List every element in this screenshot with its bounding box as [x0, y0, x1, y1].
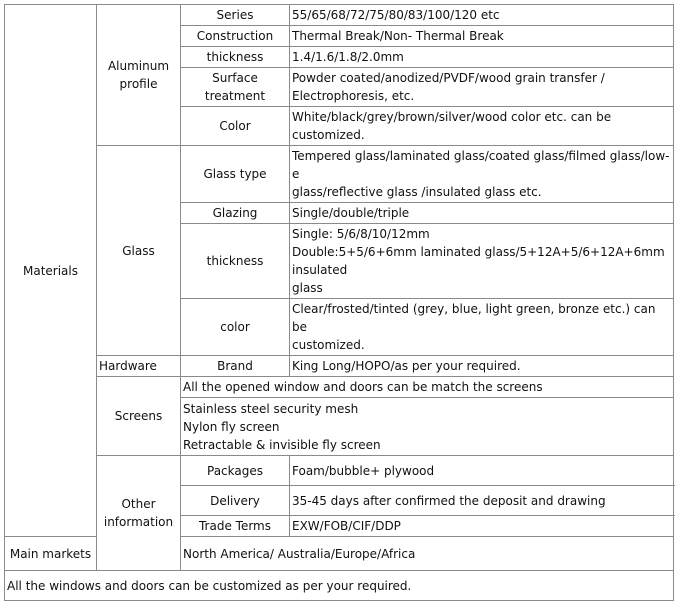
- packages-key: Packages: [181, 456, 290, 486]
- delivery-value: 35-45 days after confirmed the deposit and drawing: [290, 486, 674, 516]
- glass-thickness-value: Single: 5/6/8/10/12mm Double:5+5/6+6mm laminated glass/5+12A+5/6+12A+6mm insulated glass: [290, 224, 674, 299]
- trade-terms-key: Trade Terms: [181, 516, 290, 537]
- profile-color-key: Color: [181, 107, 290, 146]
- main-markets-key: Main markets: [5, 537, 97, 571]
- glass-label: Glass: [97, 146, 181, 356]
- brand-value: King Long/HOPO/as per your required.: [290, 356, 674, 377]
- screens-match-value: All the opened window and doors can be match the screens: [181, 377, 674, 398]
- glass-type-value: Tempered glass/laminated glass/coated glass/filmed glass/low-e glass/reflective glass /insulated glass etc.: [290, 146, 674, 203]
- series-value: 55/65/68/72/75/80/83/100/120 etc: [290, 5, 674, 26]
- table-row: [5, 571, 674, 601]
- surface-treatment-key: Surface treatment: [181, 68, 290, 107]
- table-row: [5, 356, 674, 377]
- profile-thickness-value: 1.4/1.6/1.8/2.0mm: [290, 47, 674, 68]
- main-markets-value: North America/ Australia/Europe/Africa: [181, 537, 674, 571]
- brand-key: Brand: [181, 356, 290, 377]
- profile-thickness-key: thickness: [181, 47, 290, 68]
- packages-value: Foam/bubble+ plywood: [290, 456, 674, 486]
- glass-color-key: color: [181, 299, 290, 356]
- footer-note: All the windows and doors can be customized as per your required.: [5, 571, 674, 601]
- hardware-label: Hardware: [97, 356, 181, 377]
- table-row: [5, 456, 674, 486]
- delivery-key: Delivery: [181, 486, 290, 516]
- surface-treatment-value: Powder coated/anodized/PVDF/wood grain transfer / Electrophoresis, etc.: [290, 68, 674, 107]
- materials-label: Materials: [5, 5, 97, 537]
- table-row: [5, 146, 674, 203]
- glass-color-value: Clear/frosted/tinted (grey, blue, light green, bronze etc.) can be customized.: [290, 299, 674, 356]
- table-row: [5, 377, 674, 398]
- trade-terms-value: EXW/FOB/CIF/DDP: [290, 516, 674, 537]
- glazing-value: Single/double/triple: [290, 203, 674, 224]
- construction-key: Construction: [181, 26, 290, 47]
- series-key: Series: [181, 5, 290, 26]
- construction-value: Thermal Break/Non- Thermal Break: [290, 26, 674, 47]
- glazing-key: Glazing: [181, 203, 290, 224]
- profile-color-value: White/black/grey/brown/silver/wood color etc. can be customized.: [290, 107, 674, 146]
- glass-thickness-key: thickness: [181, 224, 290, 299]
- screens-types-value: Stainless steel security mesh Nylon fly screen Retractable & invisible fly screen: [181, 398, 674, 456]
- aluminum-profile-label: Aluminum profile: [97, 5, 181, 146]
- table-row: [5, 5, 674, 26]
- glass-type-key: Glass type: [181, 146, 290, 203]
- screens-label: Screens: [97, 377, 181, 456]
- specification-table: [4, 4, 674, 601]
- other-information-label: Other information: [97, 456, 181, 571]
